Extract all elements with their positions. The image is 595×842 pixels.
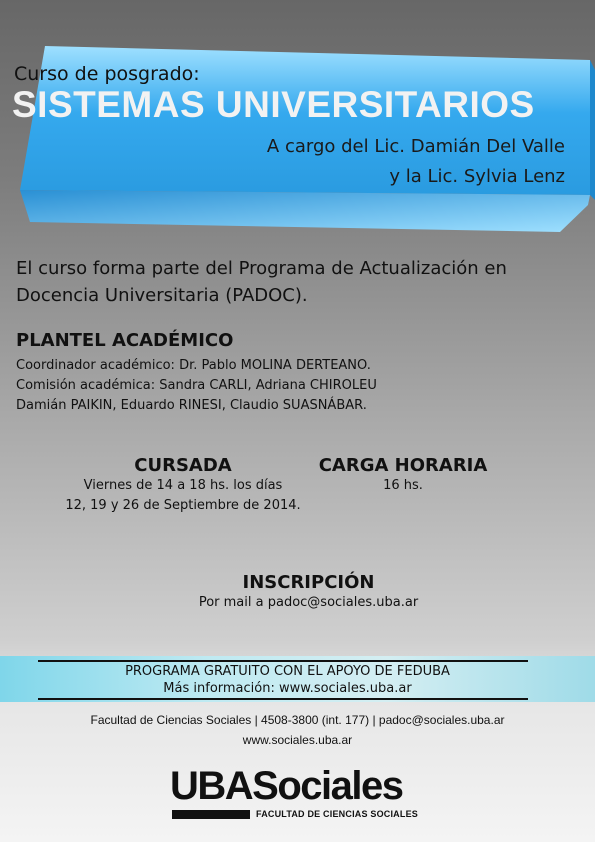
carga-value: 16 hs. xyxy=(383,478,423,493)
strip-top-rule xyxy=(38,660,528,662)
cursada-section xyxy=(48,455,318,516)
plantel-line: Damián PAIKIN, Eduardo RINESI, Claudio SUASNÁBAR. xyxy=(16,398,367,413)
uba-sociales-logo xyxy=(170,766,435,826)
cursada-line-1: Viernes de 14 a 18 hs. los días xyxy=(83,478,283,493)
instructors-line-2: y la Lic. Sylvia Lenz xyxy=(389,166,565,187)
inscripcion-email: Por mail a padoc@sociales.uba.ar xyxy=(198,595,419,610)
plantel-heading: PLANTEL ACADÉMICO xyxy=(16,330,234,351)
course-subtitle: Curso de posgrado: xyxy=(14,63,200,85)
course-title: SISTEMAS UNIVERSITARIOS xyxy=(12,84,535,125)
plantel-list xyxy=(16,356,377,416)
more-info-text: Más información: www.sociales.uba.ar xyxy=(163,681,412,696)
carga-heading: CARGA HORARIA xyxy=(318,455,488,476)
strip-bottom-rule xyxy=(38,698,528,700)
carga-horaria-section xyxy=(318,455,488,496)
plantel-line: Comisión académica: Sandra CARLI, Adriana CHIROLEU xyxy=(16,378,377,393)
intro-paragraph: El curso forma parte del Programa de Actualización en Docencia Universitaria (PADOC). xyxy=(16,258,507,306)
inscripcion-section xyxy=(0,572,595,613)
logo-bar xyxy=(172,810,250,819)
footer-contact: Facultad de Ciencias Sociales | 4508-3800 (int. 177) | padoc@sociales.uba.ar xyxy=(90,713,505,727)
logo-wordmark: UBASociales xyxy=(170,764,403,808)
logo-subtitle: FACULTAD DE CIENCIAS SOCIALES xyxy=(256,809,418,819)
cursada-line-2: 12, 19 y 26 de Septiembre de 2014. xyxy=(65,498,301,513)
cursada-heading: CURSADA xyxy=(134,455,232,476)
inscripcion-heading: INSCRIPCIÓN xyxy=(242,572,375,593)
plantel-line: Coordinador académico: Dr. Pablo MOLINA DERTEANO. xyxy=(16,358,371,373)
free-program-text: PROGRAMA GRATUITO CON EL APOYO DE FEDUBA xyxy=(125,664,450,679)
instructors-line-1: A cargo del Lic. Damián Del Valle xyxy=(266,136,565,157)
footer-website: www.sociales.uba.ar xyxy=(242,733,353,747)
